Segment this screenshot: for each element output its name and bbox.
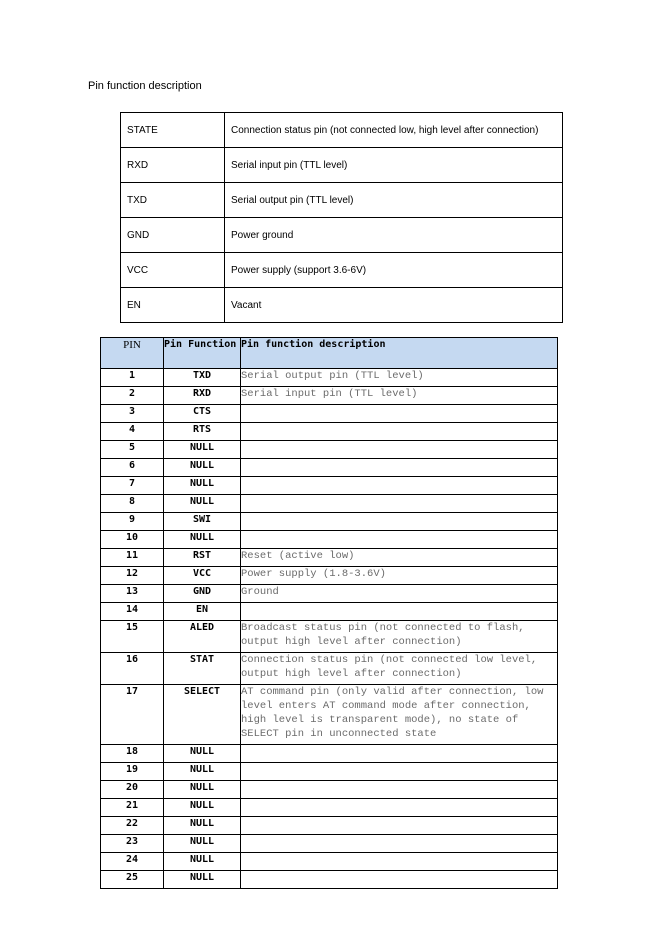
table-row xyxy=(101,405,558,423)
table-row xyxy=(101,513,558,531)
table-row xyxy=(101,495,558,513)
pin-number: 21 xyxy=(101,799,164,817)
table-row xyxy=(101,853,558,871)
pin-number: 20 xyxy=(101,781,164,799)
table-row xyxy=(101,745,558,763)
pin-number: 18 xyxy=(101,745,164,763)
table-row xyxy=(101,799,558,817)
pin-number: 13 xyxy=(101,585,164,603)
pin-description xyxy=(241,405,558,423)
table-row xyxy=(101,685,558,745)
pin-description xyxy=(241,495,558,513)
table-row xyxy=(101,567,558,585)
summary-pin-desc: Vacant xyxy=(225,288,563,323)
pin-function: NULL xyxy=(164,817,241,835)
pin-number: 3 xyxy=(101,405,164,423)
pin-function: NULL xyxy=(164,853,241,871)
summary-pin-name: RXD xyxy=(121,148,225,183)
pin-number: 16 xyxy=(101,653,164,685)
pin-function: NULL xyxy=(164,495,241,513)
pin-number: 6 xyxy=(101,459,164,477)
pin-description: Serial input pin (TTL level) xyxy=(241,387,558,405)
pin-function: RTS xyxy=(164,423,241,441)
summary-pin-desc: Power supply (support 3.6-6V) xyxy=(225,253,563,288)
pin-description xyxy=(241,835,558,853)
pin-function: SWI xyxy=(164,513,241,531)
pin-number: 5 xyxy=(101,441,164,459)
pin-description xyxy=(241,513,558,531)
summary-pin-name: VCC xyxy=(121,253,225,288)
summary-table-body xyxy=(121,113,563,323)
pin-number: 4 xyxy=(101,423,164,441)
pin-number: 8 xyxy=(101,495,164,513)
pin-description: Connection status pin (not connected low level, output high level after connection) xyxy=(241,653,558,685)
pin-description xyxy=(241,781,558,799)
summary-pin-desc: Connection status pin (not connected low, high level after connection) xyxy=(225,113,563,148)
summary-row xyxy=(121,288,563,323)
summary-pin-name: EN xyxy=(121,288,225,323)
pin-function: NULL xyxy=(164,477,241,495)
table-row xyxy=(101,817,558,835)
summary-pin-name: GND xyxy=(121,218,225,253)
header-pin-function: Pin Function xyxy=(164,338,241,369)
pin-description xyxy=(241,853,558,871)
table-row xyxy=(101,423,558,441)
pin-function: NULL xyxy=(164,871,241,889)
pin-description: Broadcast status pin (not connected to flash, output high level after connection) xyxy=(241,621,558,653)
pin-description: AT command pin (only valid after connection, low level enters AT command mode after connection, high level is transparent mode), no state of SELECT pin in unconnected state xyxy=(241,685,558,745)
pin-function: NULL xyxy=(164,781,241,799)
table-row xyxy=(101,835,558,853)
pin-number: 1 xyxy=(101,369,164,387)
summary-pin-table xyxy=(120,112,563,323)
table-row xyxy=(101,763,558,781)
pin-function: NULL xyxy=(164,835,241,853)
pin-number: 11 xyxy=(101,549,164,567)
pin-number: 14 xyxy=(101,603,164,621)
table-row xyxy=(101,603,558,621)
table-row xyxy=(101,585,558,603)
summary-pin-name: TXD xyxy=(121,183,225,218)
pin-function: VCC xyxy=(164,567,241,585)
summary-row xyxy=(121,148,563,183)
pin-number: 17 xyxy=(101,685,164,745)
pin-function: NULL xyxy=(164,441,241,459)
pin-function: NULL xyxy=(164,745,241,763)
pin-function: ALED xyxy=(164,621,241,653)
table-row xyxy=(101,549,558,567)
table-row xyxy=(101,477,558,495)
pin-function: NULL xyxy=(164,763,241,781)
pin-function: NULL xyxy=(164,531,241,549)
pin-description xyxy=(241,745,558,763)
pin-number: 10 xyxy=(101,531,164,549)
pin-number: 9 xyxy=(101,513,164,531)
pin-function: RXD xyxy=(164,387,241,405)
pin-number: 25 xyxy=(101,871,164,889)
pin-function: NULL xyxy=(164,799,241,817)
header-pin: PIN xyxy=(101,338,164,369)
pin-description: Power supply (1.8-3.6V) xyxy=(241,567,558,585)
summary-pin-desc: Serial output pin (TTL level) xyxy=(225,183,563,218)
pin-description xyxy=(241,817,558,835)
pin-description: Serial output pin (TTL level) xyxy=(241,369,558,387)
table-row xyxy=(101,781,558,799)
summary-row xyxy=(121,218,563,253)
pin-description xyxy=(241,441,558,459)
summary-pin-desc: Serial input pin (TTL level) xyxy=(225,148,563,183)
summary-pin-desc: Power ground xyxy=(225,218,563,253)
table-row xyxy=(101,653,558,685)
pin-description xyxy=(241,763,558,781)
pin-number: 23 xyxy=(101,835,164,853)
pin-number: 19 xyxy=(101,763,164,781)
section-heading: Pin function description xyxy=(88,80,202,92)
pin-function: STAT xyxy=(164,653,241,685)
pin-function: SELECT xyxy=(164,685,241,745)
pin-function: NULL xyxy=(164,459,241,477)
summary-pin-name: STATE xyxy=(121,113,225,148)
pin-number: 12 xyxy=(101,567,164,585)
pin-number: 2 xyxy=(101,387,164,405)
pin-description xyxy=(241,871,558,889)
pin-number: 7 xyxy=(101,477,164,495)
pin-function: GND xyxy=(164,585,241,603)
summary-row xyxy=(121,253,563,288)
pin-table-header xyxy=(101,338,558,369)
pin-description xyxy=(241,459,558,477)
pin-number: 24 xyxy=(101,853,164,871)
pin-description xyxy=(241,423,558,441)
pin-description xyxy=(241,477,558,495)
summary-row xyxy=(121,113,563,148)
summary-row xyxy=(121,183,563,218)
pin-description xyxy=(241,603,558,621)
pin-function: CTS xyxy=(164,405,241,423)
table-row xyxy=(101,369,558,387)
pin-description xyxy=(241,531,558,549)
pin-function: EN xyxy=(164,603,241,621)
pin-description: Ground xyxy=(241,585,558,603)
table-row xyxy=(101,531,558,549)
pin-number: 22 xyxy=(101,817,164,835)
pin-function: TXD xyxy=(164,369,241,387)
header-pin-description: Pin function description xyxy=(241,338,558,369)
pin-function-table xyxy=(100,337,558,889)
pin-description xyxy=(241,799,558,817)
table-row xyxy=(101,459,558,477)
pin-description: Reset (active low) xyxy=(241,549,558,567)
pin-number: 15 xyxy=(101,621,164,653)
table-row xyxy=(101,441,558,459)
table-row xyxy=(101,871,558,889)
pin-function: RST xyxy=(164,549,241,567)
table-row xyxy=(101,621,558,653)
pin-table-body xyxy=(101,369,558,889)
table-row xyxy=(101,387,558,405)
